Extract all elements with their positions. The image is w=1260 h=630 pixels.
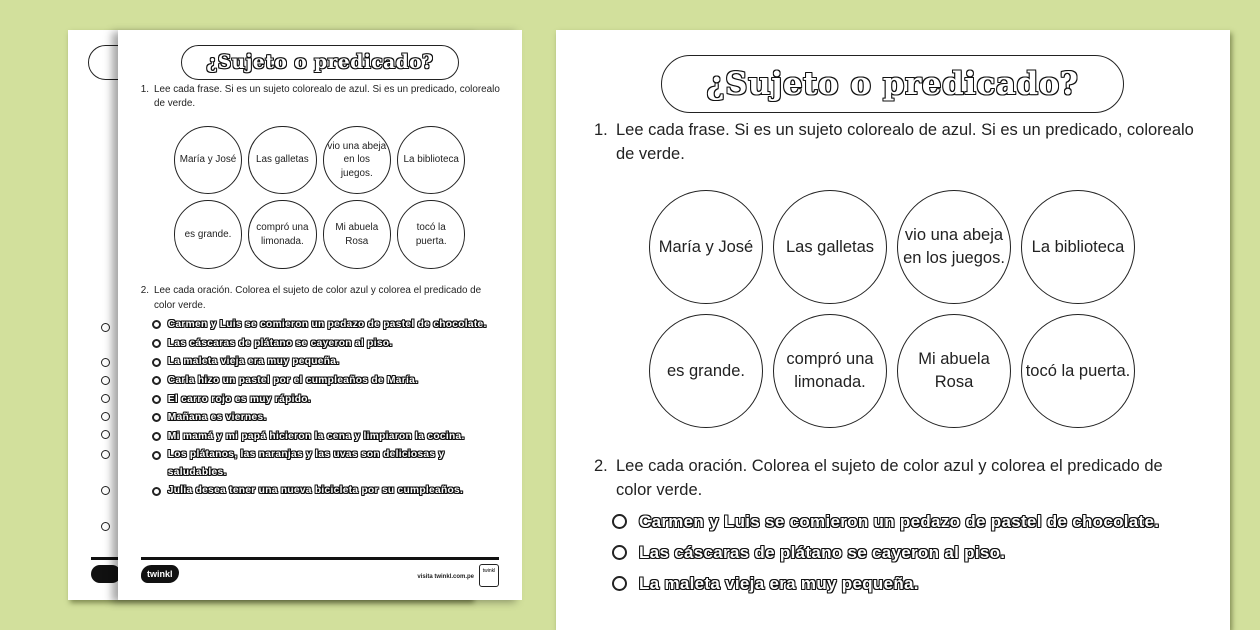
sentence-item [152,372,491,389]
sentence-text: Mi mamá y mi papá hicieron la cena y limpiaron la cocina. [167,430,465,442]
twinkl-badge-icon: twinkl [479,564,499,587]
phrase-circle[interactable]: es grande. [174,200,242,268]
worksheet-page-enlarged [556,30,1230,630]
phrase-circle[interactable]: compró una limonada. [248,200,316,268]
phrase-circle[interactable]: Mi abuela Rosa [897,314,1011,428]
question-text: Lee cada oración. Colorea el sujeto de color azul y colorea el predicado de color verde. [616,457,1163,499]
question-1 [141,83,501,112]
sentence-list [152,316,491,501]
sentence-text: Las cáscaras de plátano se cayeron al piso. [167,337,393,349]
question-text: Lee cada frase. Si es un sujeto colorealo de azul. Si es un predicado, colorealo de verde. [616,121,1194,163]
sentence-item [612,569,1177,598]
phrase-circle[interactable]: Mi abuela Rosa [323,200,391,268]
radio-circle-icon[interactable] [152,487,161,496]
sentence-text: Carmen y Luis se comieron un pedazo de pastel de chocolate. [639,512,1160,531]
radio-circle-icon [101,430,110,439]
phrase-circle[interactable]: María y José [649,190,763,304]
radio-circle-icon [101,486,110,495]
title-pill [181,45,459,80]
twinkl-logo: twinkl [141,565,179,583]
sentence-text: Julia desea tener una nueva bicicleta por su cumpleaños. [167,485,464,497]
phrase-circle[interactable]: es grande. [649,314,763,428]
sentence-item [152,428,491,445]
radio-circle-icon [101,394,110,403]
question-number: 2. [594,457,608,475]
radio-circle-icon [101,450,110,459]
sentence-item [152,353,491,370]
title-pill [661,55,1124,113]
question-text: Lee cada frase. Si es un sujeto colorealo de azul. Si es un predicado, colorealo de verde. [153,83,500,110]
radio-circle-icon[interactable] [152,432,161,441]
sentence-item [152,446,491,481]
question-number: 2. [140,285,150,297]
question-2 [594,454,1194,502]
sentence-item [152,391,491,408]
radio-circle-icon[interactable] [152,395,161,404]
sentence-item [152,335,491,352]
sentence-text: Mañana es viernes. [167,412,267,424]
sentence-item [152,409,491,426]
question-2 [141,284,501,313]
question-number: 1. [594,121,608,139]
radio-circle-icon[interactable] [612,576,627,591]
sentence-item [612,538,1177,567]
phrase-circle[interactable]: María y José [174,126,242,194]
phrase-circle[interactable]: La biblioteca [1021,190,1135,304]
radio-circle-icon [101,412,110,421]
sentence-text: Carla hizo un pastel por el cumpleaños de María. [167,374,419,386]
sentence-text: La maleta vieja era muy pequeña. [167,356,340,368]
radio-circle-icon[interactable] [152,358,161,367]
footer-divider [141,557,499,560]
radio-circle-icon[interactable] [152,339,161,348]
radio-circle-icon[interactable] [612,545,627,560]
sentence-text: Los plátanos, las naranjas y las uvas son deliciosas y saludables. [167,449,445,478]
question-text: Lee cada oración. Colorea el sujeto de color azul y colorea el predicado de color verde. [153,285,482,311]
sentence-item [612,507,1177,536]
page-title: ¿Sujeto o predicado? [206,51,434,73]
phrase-circle[interactable]: Las galletas [248,126,316,194]
question-number: 1. [140,83,150,95]
radio-circle-icon [101,358,110,367]
radio-circle-icon [101,522,110,531]
radio-circle-icon [101,323,110,332]
radio-circle-icon[interactable] [152,413,161,422]
radio-circle-icon[interactable] [152,376,161,385]
phrase-circle[interactable]: compró una limonada. [773,314,887,428]
sentence-text: Carmen y Luis se comieron un pedazo de pastel de chocolate. [167,319,487,331]
visit-link: visita twinkl.com.pe [417,574,474,580]
radio-circle-icon [101,376,110,385]
radio-circle-icon[interactable] [152,320,161,329]
phrase-circle[interactable]: tocó la puerta. [397,200,465,268]
phrase-circle[interactable]: La biblioteca [397,126,465,194]
sentence-text: La maleta vieja era muy pequeña. [639,574,919,593]
phrase-circle[interactable]: vio una abeja en los juegos. [897,190,1011,304]
phrase-circle[interactable]: vio una abeja en los juegos. [323,126,391,194]
question-1 [594,118,1194,166]
radio-circle-icon[interactable] [612,514,627,529]
sentence-text: Las cáscaras de plátano se cayeron al piso. [639,543,1006,562]
worksheet-page-front[interactable] [118,30,522,600]
sentence-list [612,507,1177,600]
twinkl-logo-shape [91,565,121,583]
phrase-circle[interactable]: tocó la puerta. [1021,314,1135,428]
page-title: ¿Sujeto o predicado? [706,66,1079,102]
radio-circle-icon[interactable] [152,451,161,460]
sentence-item [152,316,491,333]
sentence-text: El carro rojo es muy rápido. [167,393,311,405]
phrase-circle[interactable]: Las galletas [773,190,887,304]
sentence-item [152,482,491,499]
